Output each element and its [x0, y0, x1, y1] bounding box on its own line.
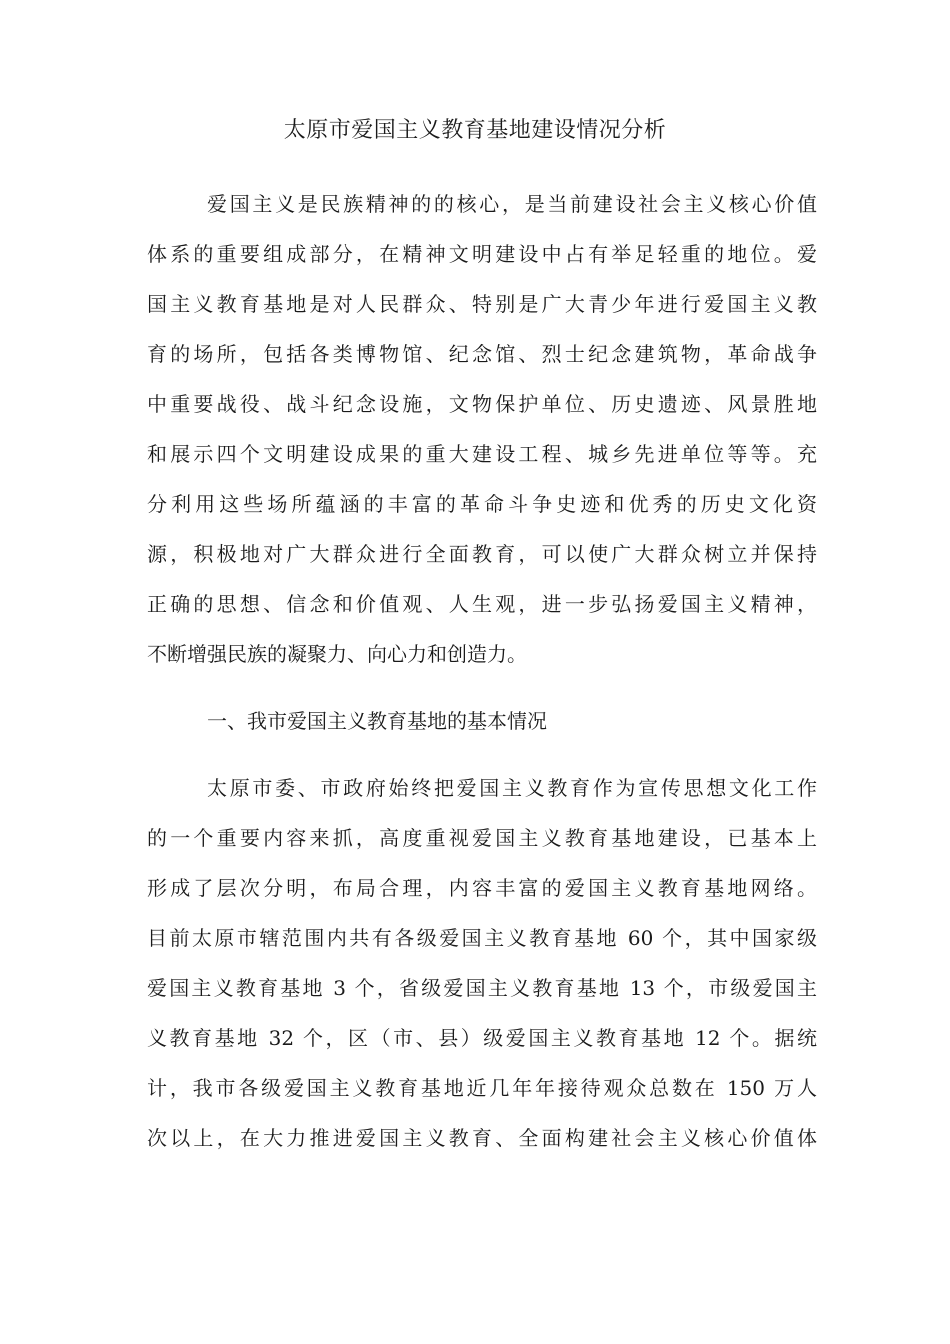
paragraph-2-line-3: 形成了层次分明，布局合理，内容丰富的爱国主义教育基地网络。 [147, 876, 817, 900]
paragraph-1-line-6: 和展示四个文明建设成果的重大建设工程、城乡先进单位等等。充 [147, 442, 817, 466]
paragraph-1-line-8: 源，积极地对广大群众进行全面教育，可以使广大群众树立并保持 [147, 542, 817, 566]
paragraph-2-line-2: 的一个重要内容来抓，高度重视爱国主义教育基地建设，已基本上 [147, 826, 817, 850]
paragraph-2-line-6: 义教育基地 32 个，区（市、县）级爱国主义教育基地 12 个。据统 [147, 1026, 817, 1050]
paragraph-1-line-3: 国主义教育基地是对人民群众、特别是广大青少年进行爱国主义教 [147, 292, 817, 316]
paragraph-1-line-10: 不断增强民族的凝聚力、向心力和创造力。 [147, 642, 527, 666]
paragraph-2-line-8: 次以上，在大力推进爱国主义教育、全面构建社会主义核心价值体 [147, 1126, 817, 1150]
document-title: 太原市爱国主义教育基地建设情况分析 [283, 118, 667, 143]
paragraph-2-line-5: 爱国主义教育基地 3 个，省级爱国主义教育基地 13 个，市级爱国主 [147, 976, 817, 1000]
section-heading-1: 一、我市爱国主义教育基地的基本情况 [207, 709, 547, 733]
paragraph-1-line-9: 正确的思想、信念和价值观、人生观，进一步弘扬爱国主义精神， [147, 592, 817, 616]
paragraph-1-line-5: 中重要战役、战斗纪念设施，文物保护单位、历史遗迹、风景胜地 [147, 392, 817, 416]
paragraph-2-line-7: 计，我市各级爱国主义教育基地近几年年接待观众总数在 150 万人 [147, 1076, 817, 1100]
paragraph-1-line-4: 育的场所，包括各类博物馆、纪念馆、烈士纪念建筑物，革命战争 [147, 342, 817, 366]
paragraph-1-line-2: 体系的重要组成部分，在精神文明建设中占有举足轻重的地位。爱 [147, 242, 817, 266]
paragraph-2-line-4: 目前太原市辖范围内共有各级爱国主义教育基地 60 个，其中国家级 [147, 926, 817, 950]
paragraph-1-line-7: 分利用这些场所蕴涵的丰富的革命斗争史迹和优秀的历史文化资 [147, 492, 817, 516]
paragraph-1-line-1: 爱国主义是民族精神的的核心，是当前建设社会主义核心价值 [207, 192, 817, 216]
paragraph-2-line-1: 太原市委、市政府始终把爱国主义教育作为宣传思想文化工作 [207, 776, 817, 800]
